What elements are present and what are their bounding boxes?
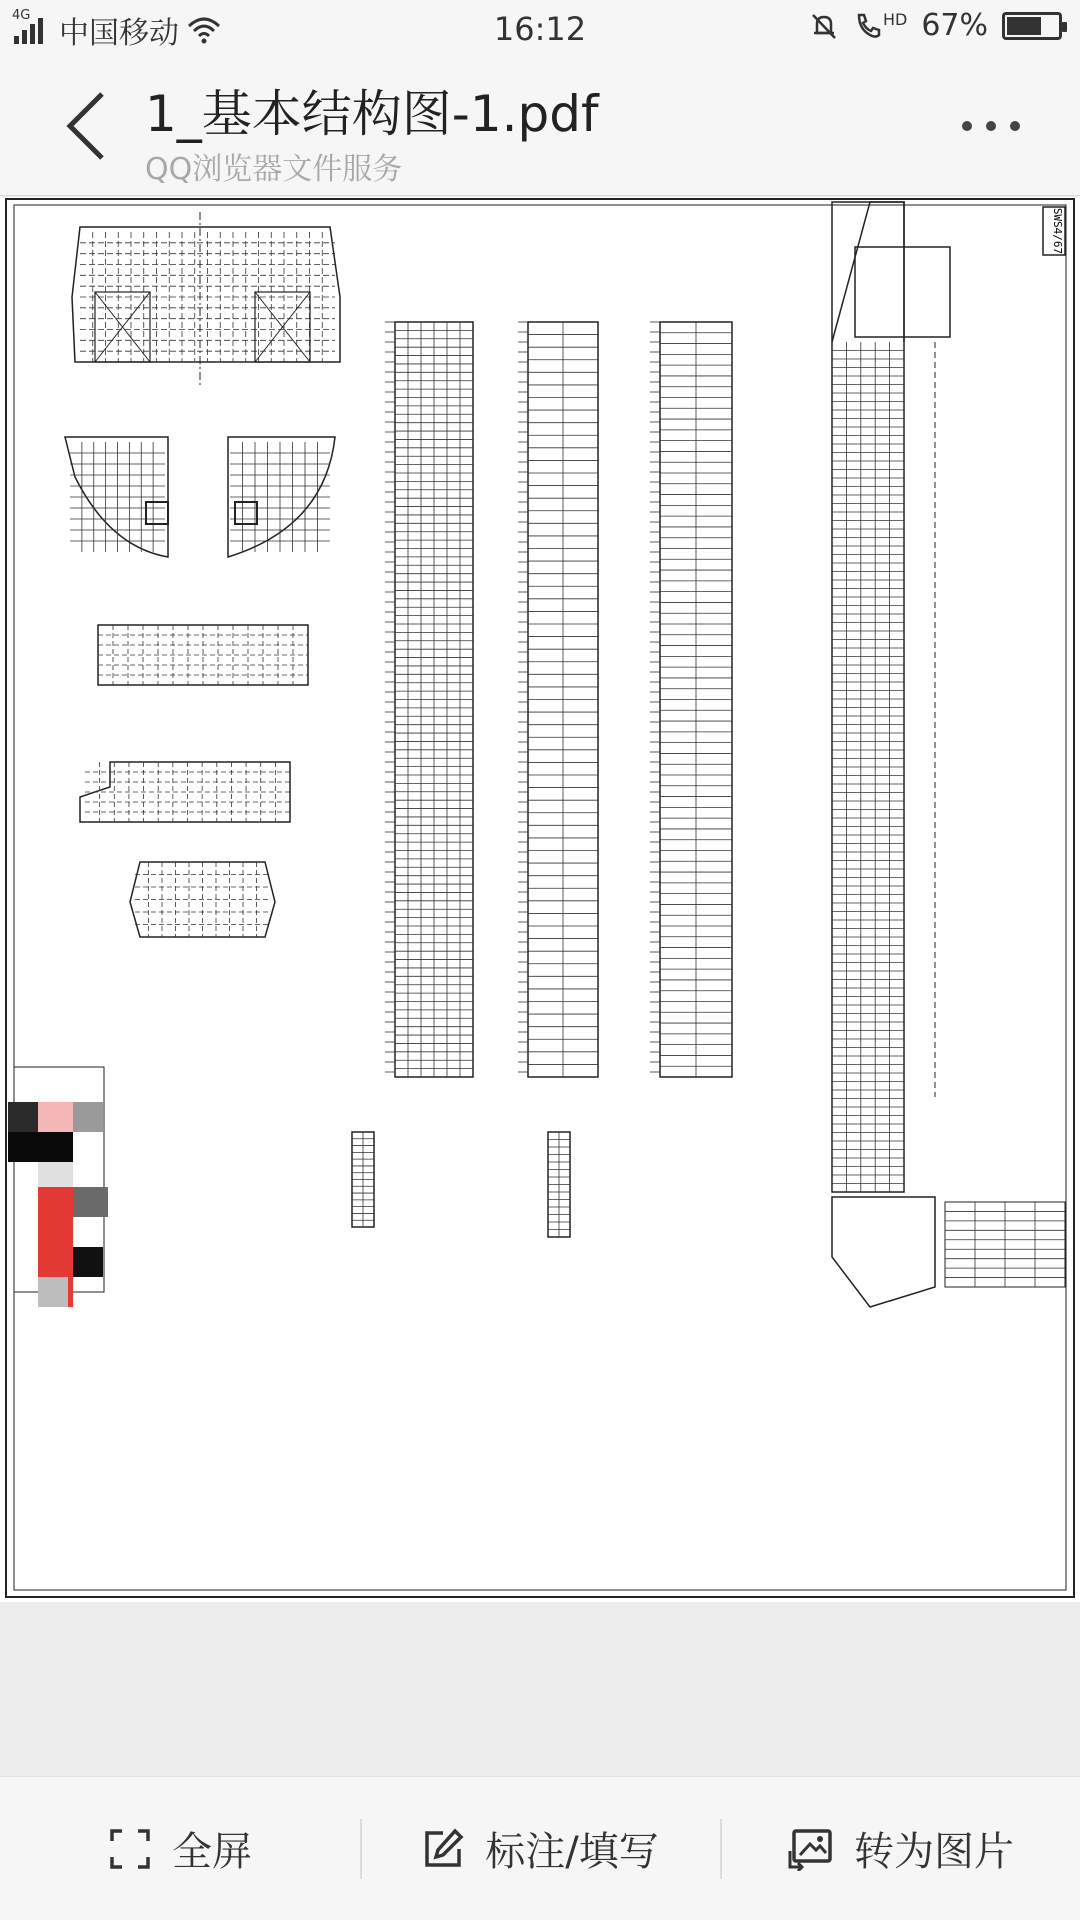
status-bar xyxy=(0,0,1080,56)
drawing-inner-border xyxy=(14,205,1066,1590)
more-button[interactable] xyxy=(952,111,1030,141)
more-dot-icon xyxy=(962,121,972,131)
annotate-label: 标注/填写 xyxy=(485,1829,659,1875)
app-header xyxy=(0,56,1080,196)
fullscreen-label: 全屏 xyxy=(172,1829,252,1875)
deck-plan-1-grid xyxy=(98,625,308,685)
superstructure xyxy=(855,247,950,337)
hd-label: HD xyxy=(882,10,908,29)
more-dot-icon xyxy=(986,121,996,131)
deck-plan-2-grid xyxy=(85,762,290,822)
bow-plan-grid xyxy=(80,232,335,362)
document-source: QQ浏览器文件服务 xyxy=(145,152,403,187)
network-type: 4G xyxy=(12,8,31,23)
pdf-viewer[interactable] xyxy=(0,197,1080,1602)
to-image-label: 转为图片 xyxy=(854,1829,1014,1875)
annotate-button[interactable] xyxy=(360,1777,720,1920)
shell-grid xyxy=(70,442,330,552)
mute-bell-icon xyxy=(809,11,839,41)
battery-fill xyxy=(1007,17,1041,35)
hd-call-icon xyxy=(853,11,883,41)
section-3-grid xyxy=(650,322,732,1077)
battery-icon xyxy=(1002,12,1062,40)
bottom-toolbar xyxy=(0,1776,1080,1920)
edit-icon xyxy=(421,1827,465,1871)
stern xyxy=(832,1197,935,1307)
drawing-stamp: SWS4/67 xyxy=(1051,207,1064,255)
fullscreen-icon xyxy=(108,1827,152,1871)
battery-percent: 67% xyxy=(921,8,988,43)
bow-plan-outline xyxy=(72,227,340,362)
image-convert-icon xyxy=(786,1827,834,1871)
status-right xyxy=(809,8,1062,43)
profile-grid xyxy=(832,342,904,1192)
to-image-button[interactable] xyxy=(720,1777,1080,1920)
document-title: 1_基本结构图-1.pdf xyxy=(145,85,599,143)
drawing-border xyxy=(6,199,1074,1597)
clock: 16:12 xyxy=(493,10,587,48)
back-button[interactable] xyxy=(60,86,120,166)
section-1-grid xyxy=(385,322,473,1077)
more-dot-icon xyxy=(1010,121,1020,131)
fullscreen-button[interactable] xyxy=(0,1777,360,1920)
section-2-grid xyxy=(518,322,598,1077)
carrier-name: 中国移动 xyxy=(59,16,179,51)
chevron-left-icon xyxy=(60,86,120,166)
engineering-drawing xyxy=(0,197,1080,1602)
deck-plan-3-grid xyxy=(135,862,270,937)
redacted-pink xyxy=(38,1102,73,1132)
